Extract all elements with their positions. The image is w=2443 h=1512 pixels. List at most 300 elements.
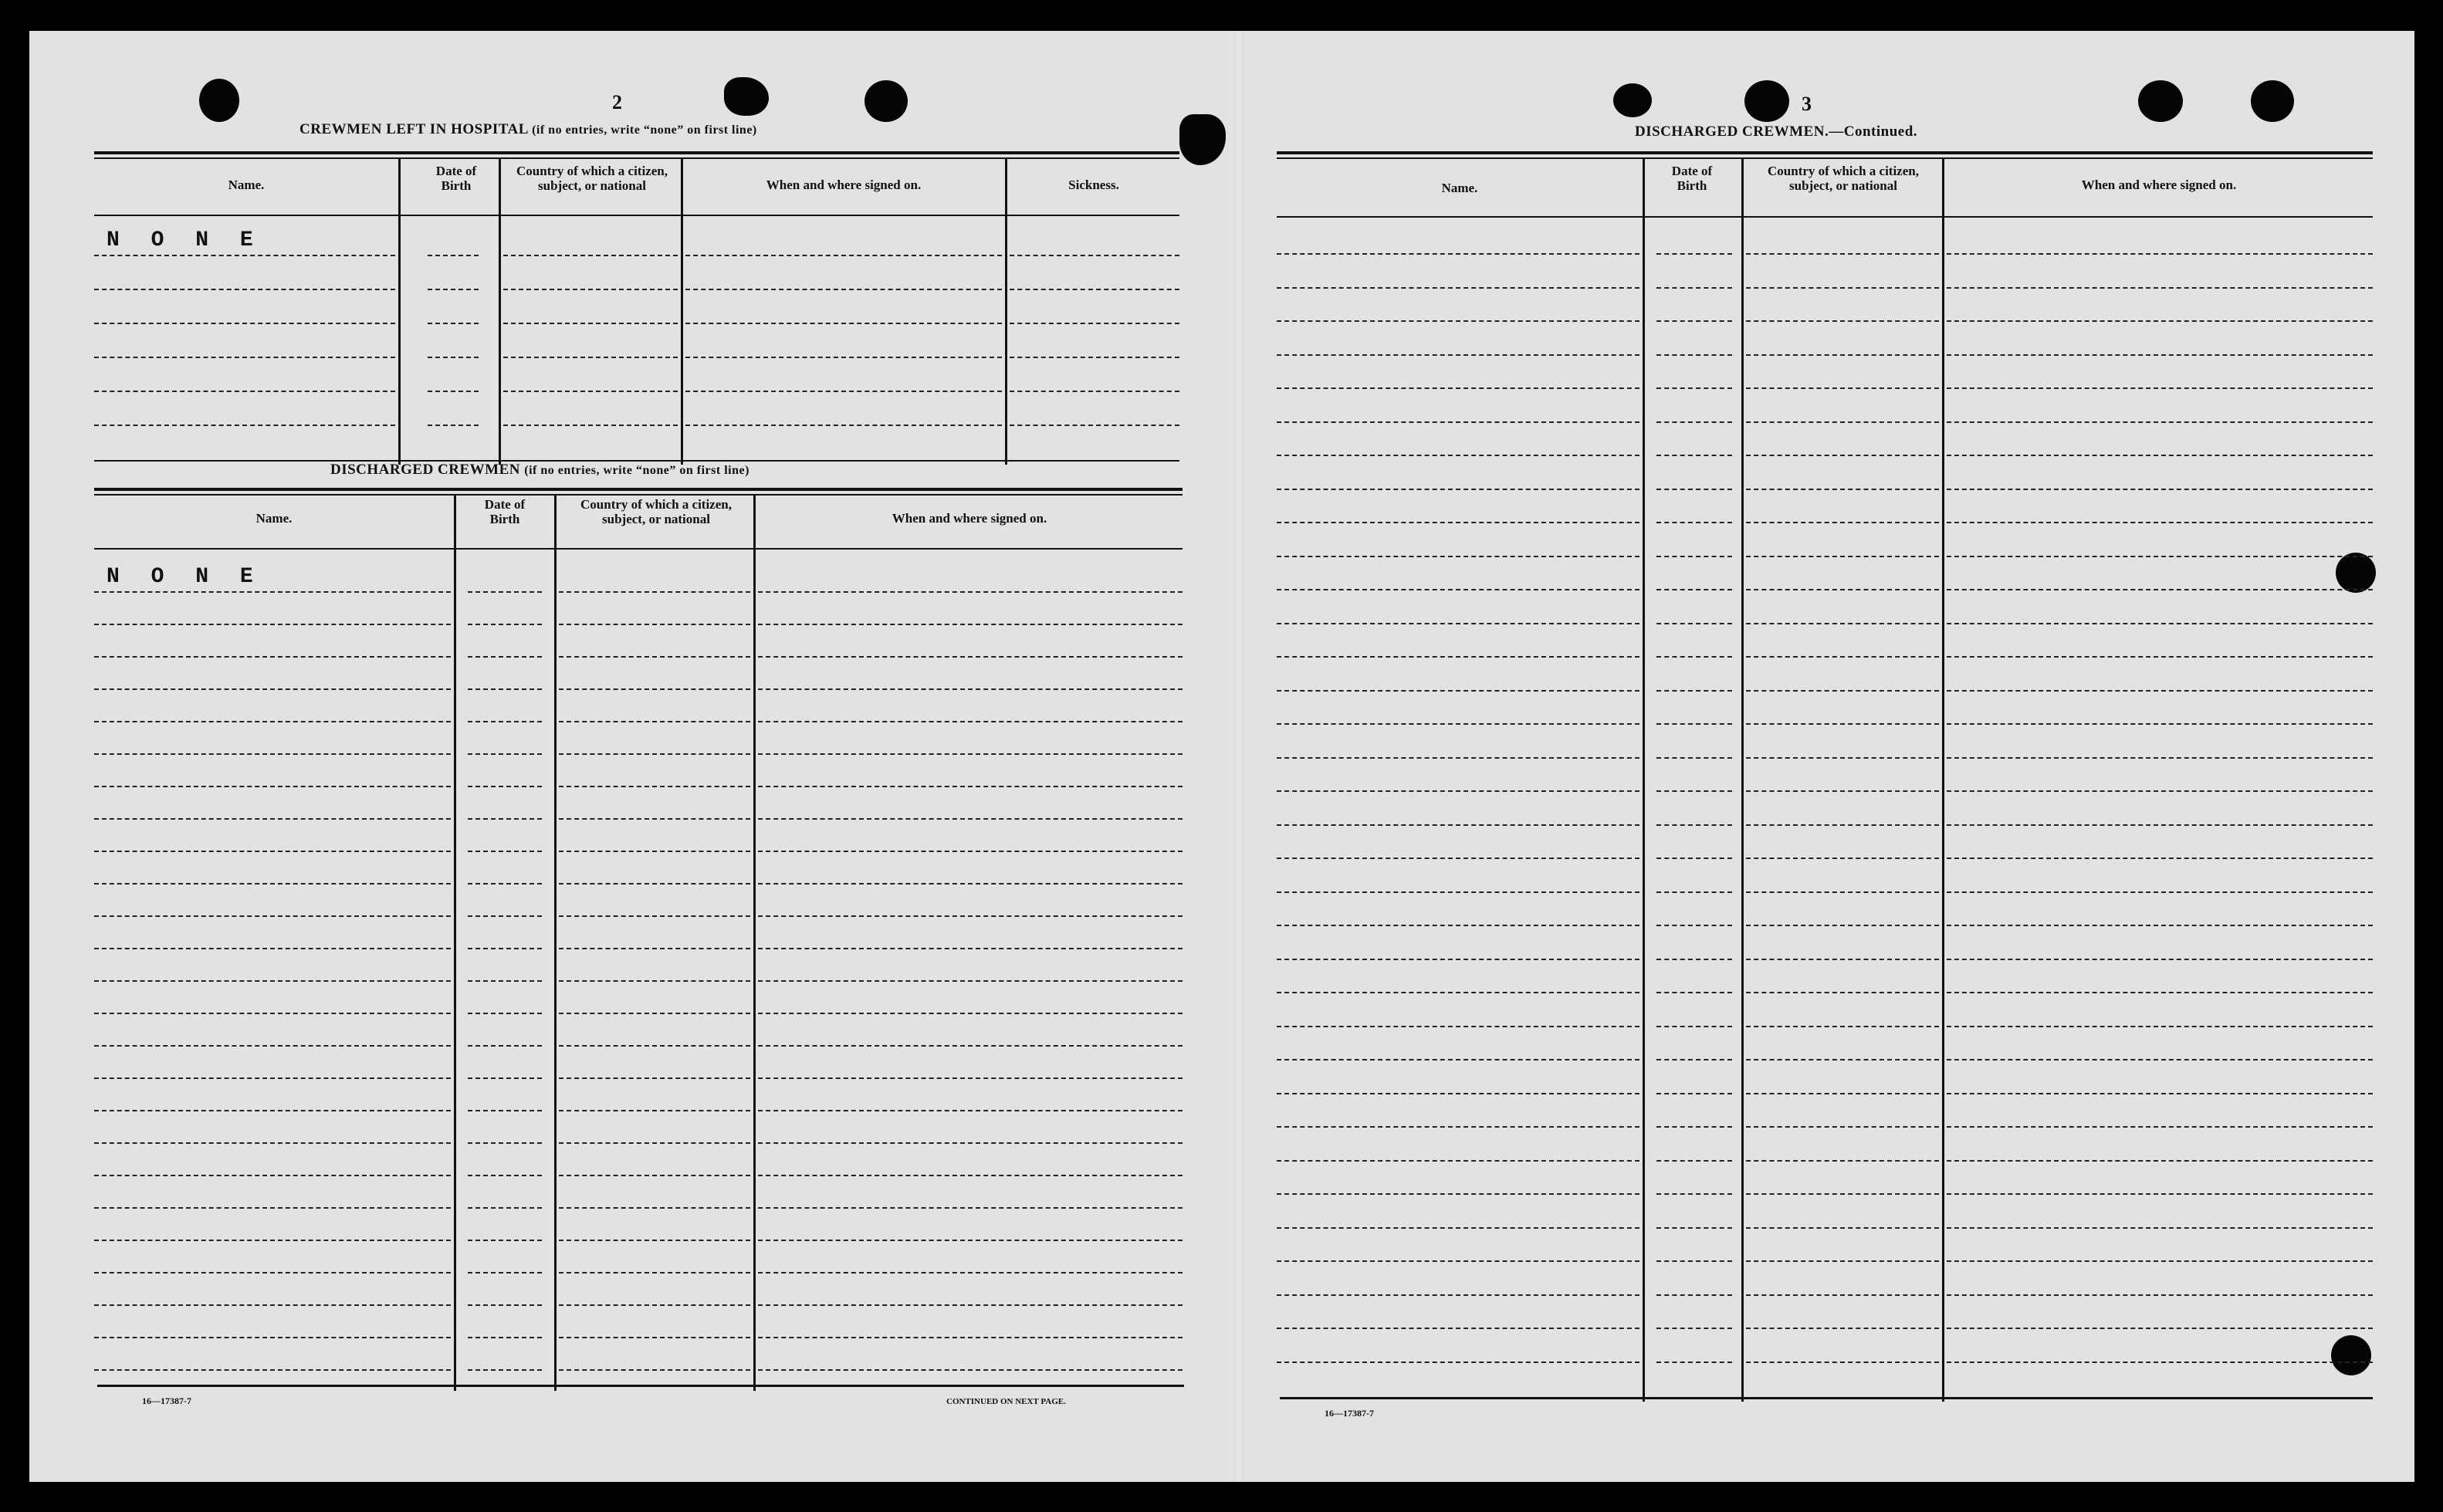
- ruled-line: [1656, 959, 1732, 960]
- ruled-line: [94, 391, 395, 392]
- punch-hole: [2336, 553, 2376, 593]
- ruled-line: [1277, 959, 1639, 960]
- ruled-line: [1947, 1260, 2373, 1262]
- ruled-line: [1277, 556, 1639, 557]
- ruled-line: [428, 255, 479, 256]
- ruled-line: [1947, 1294, 2373, 1296]
- ruled-line: [1947, 959, 2373, 960]
- ruled-line: [559, 1175, 750, 1176]
- ruled-line: [1277, 489, 1639, 490]
- ruled-line: [1010, 289, 1179, 290]
- ruled-line: [1277, 1059, 1639, 1060]
- ruled-line: [758, 1013, 1183, 1014]
- ruled-line: [559, 721, 750, 722]
- ruled-line: [1656, 455, 1732, 456]
- ruled-line: [559, 1207, 750, 1209]
- ruled-line: [503, 357, 678, 358]
- ruled-line: [94, 289, 395, 290]
- ruled-line: [1656, 387, 1732, 389]
- ruled-line: [1656, 656, 1732, 658]
- ruled-line: [1656, 1093, 1732, 1094]
- ruled-line: [1277, 354, 1639, 356]
- ruled-line: [503, 289, 678, 290]
- ruled-line: [1277, 253, 1639, 255]
- hospital-header-country: Country of which a citizen, subject, or national: [516, 164, 668, 193]
- ruled-line: [758, 1272, 1183, 1274]
- ruled-line: [1656, 287, 1732, 289]
- ruled-line: [428, 391, 479, 392]
- ruled-line: [1277, 455, 1639, 456]
- ruled-line: [94, 1337, 451, 1338]
- ruled-line: [1947, 287, 2373, 289]
- ruled-line: [758, 818, 1183, 820]
- ruled-line: [94, 1272, 451, 1274]
- ruled-line: [468, 948, 542, 949]
- ruled-line: [428, 425, 479, 426]
- punch-hole: [2251, 80, 2294, 122]
- ruled-line: [94, 786, 451, 787]
- punch-hole: [1744, 80, 1789, 122]
- ruled-line: [1010, 255, 1179, 256]
- ruled-line: [468, 1240, 542, 1241]
- right-top-rule-thin: [1277, 157, 2373, 159]
- ruled-line: [1277, 287, 1639, 289]
- ruled-line: [758, 915, 1183, 917]
- ruled-line: [1277, 925, 1639, 926]
- ruled-line: [1746, 1026, 1939, 1027]
- punch-hole: [1613, 83, 1652, 117]
- ruled-line: [1656, 1026, 1732, 1027]
- ruled-line: [1947, 354, 2373, 356]
- ruled-line: [1947, 824, 2373, 826]
- ruled-line: [559, 1142, 750, 1144]
- ruled-line: [94, 753, 451, 755]
- ruled-line: [1746, 522, 1939, 523]
- ruled-line: [1947, 656, 2373, 658]
- ruled-line: [468, 1142, 542, 1144]
- ruled-line: [1656, 1059, 1732, 1060]
- ruled-line: [94, 425, 395, 426]
- punch-hole: [2331, 1335, 2371, 1375]
- ruled-line: [94, 1045, 451, 1047]
- ruled-line: [1277, 690, 1639, 692]
- ruled-line: [1947, 925, 2373, 926]
- ruled-line: [1277, 790, 1639, 792]
- ruled-line: [559, 624, 750, 625]
- ruled-line: [468, 818, 542, 820]
- ruled-line: [1746, 690, 1939, 692]
- ruled-line: [1656, 1126, 1732, 1128]
- ruled-line: [1947, 522, 2373, 523]
- ruled-line: [94, 591, 451, 593]
- ruled-line: [1947, 1059, 2373, 1060]
- ruled-line: [428, 289, 479, 290]
- discharged-col-divider: [554, 496, 557, 1391]
- ruled-line: [1010, 425, 1179, 426]
- hospital-top-rule-thin: [94, 157, 1179, 159]
- ruled-line: [1746, 757, 1939, 759]
- ruled-line: [1656, 690, 1732, 692]
- ruled-line: [1947, 1026, 2373, 1027]
- ruled-line: [468, 1175, 542, 1176]
- ruled-line: [559, 1013, 750, 1014]
- ruled-line: [758, 1077, 1183, 1079]
- ruled-line: [758, 851, 1183, 852]
- punch-hole: [199, 79, 239, 122]
- ruled-line: [94, 721, 451, 722]
- ruled-line: [1277, 387, 1639, 389]
- ruled-line: [468, 1207, 542, 1209]
- ruled-line: [1277, 891, 1639, 893]
- document-sheet: [29, 31, 2414, 1482]
- ruled-line: [94, 1142, 451, 1144]
- ruled-line: [1746, 253, 1939, 255]
- ruled-line: [758, 753, 1183, 755]
- ruled-line: [1656, 891, 1732, 893]
- ruled-line: [758, 1337, 1183, 1338]
- ruled-line: [758, 883, 1183, 885]
- ruled-line: [468, 1337, 542, 1338]
- ruled-line: [559, 688, 750, 690]
- hospital-col-divider: [398, 159, 401, 465]
- ruled-line: [758, 1369, 1183, 1371]
- discharged-header-signed-on: When and where signed on.: [892, 511, 1047, 526]
- hospital-header-signed-on: When and where signed on.: [766, 178, 922, 192]
- ruled-line: [94, 1013, 451, 1014]
- ruled-line: [1746, 1093, 1939, 1094]
- ruled-line: [1947, 623, 2373, 624]
- ruled-line: [1656, 757, 1732, 759]
- ruled-line: [758, 1045, 1183, 1047]
- ruled-line: [1277, 857, 1639, 859]
- ruled-line: [503, 425, 678, 426]
- ruled-line: [468, 1272, 542, 1274]
- hospital-col-divider: [681, 159, 683, 465]
- ruled-line: [1746, 455, 1939, 456]
- ruled-line: [1656, 824, 1732, 826]
- ruled-line: [685, 425, 1002, 426]
- ruled-line: [559, 656, 750, 658]
- hospital-header-dob: Date of Birth: [435, 164, 477, 193]
- punch-hole: [865, 80, 908, 122]
- page-number: 2: [612, 91, 622, 113]
- ruled-line: [468, 915, 542, 917]
- ruled-line: [685, 255, 1002, 256]
- ruled-line: [559, 753, 750, 755]
- ruled-line: [559, 883, 750, 885]
- ruled-line: [758, 1110, 1183, 1111]
- right-header-country: Country of which a citizen, subject, or national: [1768, 164, 1919, 193]
- ruled-line: [1277, 320, 1639, 322]
- discharged-top-rule: [94, 488, 1183, 491]
- ruled-line: [1277, 723, 1639, 725]
- ruled-line: [1277, 1093, 1639, 1094]
- ruled-line: [1656, 253, 1732, 255]
- right-header-signed-on: When and where signed on.: [2081, 178, 2237, 192]
- ruled-line: [758, 1142, 1183, 1144]
- ruled-line: [1947, 489, 2373, 490]
- page-number: 3: [1802, 93, 1812, 115]
- ruled-line: [1947, 589, 2373, 590]
- ruled-line: [1746, 387, 1939, 389]
- ruled-line: [1277, 589, 1639, 590]
- ruled-line: [1656, 1328, 1732, 1329]
- page-fold: [1233, 31, 1244, 1482]
- ruled-line: [1656, 556, 1732, 557]
- discharged-section-title: DISCHARGED CREWMEN (if no entries, write “none” on first line): [330, 462, 749, 478]
- ruled-line: [559, 591, 750, 593]
- ruled-line: [94, 948, 451, 949]
- ruled-line: [1746, 925, 1939, 926]
- ruled-line: [94, 1369, 451, 1371]
- ruled-line: [1947, 253, 2373, 255]
- ruled-line: [94, 688, 451, 690]
- ruled-line: [1947, 1093, 2373, 1094]
- ruled-line: [1656, 320, 1732, 322]
- ruled-line: [1277, 522, 1639, 523]
- discharged-col-divider: [454, 496, 456, 1391]
- ruled-line: [1656, 723, 1732, 725]
- ruled-line: [559, 786, 750, 787]
- ruled-line: [758, 656, 1183, 658]
- discharged-continued-title: DISCHARGED CREWMEN.—Continued.: [1635, 123, 1918, 140]
- ruled-line: [758, 786, 1183, 787]
- ruled-line: [1656, 522, 1732, 523]
- ruled-line: [94, 1175, 451, 1176]
- ruled-line: [1277, 656, 1639, 658]
- ruled-line: [94, 980, 451, 982]
- ruled-line: [559, 1304, 750, 1306]
- ruled-line: [1746, 421, 1939, 423]
- ruled-line: [1746, 1294, 1939, 1296]
- ruled-line: [1010, 323, 1179, 324]
- ruled-line: [1746, 320, 1939, 322]
- ruled-line: [1746, 1160, 1939, 1162]
- ruled-line: [685, 289, 1002, 290]
- right-header-dob: Date of Birth: [1671, 164, 1713, 193]
- ruled-line: [1947, 455, 2373, 456]
- right-header-name: Name.: [1441, 181, 1478, 195]
- ruled-line: [1746, 824, 1939, 826]
- ruled-line: [559, 948, 750, 949]
- ruled-line: [758, 980, 1183, 982]
- ruled-line: [1947, 387, 2373, 389]
- ruled-line: [1746, 1328, 1939, 1329]
- ruled-line: [468, 721, 542, 722]
- ruled-line: [1746, 1227, 1939, 1229]
- ruled-line: [468, 591, 542, 593]
- ruled-line: [1656, 354, 1732, 356]
- ruled-line: [468, 851, 542, 852]
- ruled-line: [468, 624, 542, 625]
- ruled-line: [1277, 1026, 1639, 1027]
- ruled-line: [468, 1045, 542, 1047]
- ruled-line: [1746, 589, 1939, 590]
- hospital-header-rule: [94, 215, 1179, 216]
- ruled-line: [559, 1337, 750, 1338]
- ruled-line: [559, 915, 750, 917]
- ruled-line: [468, 656, 542, 658]
- ruled-line: [1277, 1126, 1639, 1128]
- ruled-line: [94, 1077, 451, 1079]
- ruled-line: [758, 1304, 1183, 1306]
- ruled-line: [1277, 623, 1639, 624]
- right-col-divider: [1643, 159, 1645, 1402]
- ruled-line: [1947, 320, 2373, 322]
- ruled-line: [685, 391, 1002, 392]
- ruled-line: [1277, 1193, 1639, 1195]
- ruled-line: [468, 980, 542, 982]
- form-number: 16—17387-7: [1325, 1408, 1374, 1419]
- ruled-line: [94, 255, 395, 256]
- ruled-line: [1947, 421, 2373, 423]
- ruled-line: [1746, 1361, 1939, 1363]
- ruled-line: [468, 753, 542, 755]
- punch-hole: [724, 77, 769, 116]
- ruled-line: [758, 948, 1183, 949]
- ruled-line: [468, 1369, 542, 1371]
- discharged-none-entry: N O N E: [107, 565, 262, 589]
- ruled-line: [94, 1304, 451, 1306]
- ruled-line: [1947, 1126, 2373, 1128]
- right-bottom-rule: [1280, 1397, 2373, 1399]
- ruled-line: [94, 323, 395, 324]
- ruled-line: [1277, 757, 1639, 759]
- ruled-line: [1656, 992, 1732, 993]
- ruled-line: [559, 818, 750, 820]
- discharged-header-country: Country of which a citizen, subject, or national: [580, 497, 732, 526]
- ruled-line: [94, 357, 395, 358]
- ruled-line: [1656, 1260, 1732, 1262]
- ruled-line: [758, 1175, 1183, 1176]
- ruled-line: [1277, 992, 1639, 993]
- ruled-line: [758, 591, 1183, 593]
- discharged-header-rule: [94, 548, 1183, 550]
- right-top-rule: [1277, 151, 2373, 154]
- ruled-line: [758, 1240, 1183, 1241]
- ruled-line: [503, 391, 678, 392]
- ruled-line: [1947, 757, 2373, 759]
- ruled-line: [1746, 287, 1939, 289]
- ruled-line: [1746, 790, 1939, 792]
- ruled-line: [1656, 925, 1732, 926]
- right-col-divider: [1741, 159, 1744, 1402]
- ruled-line: [1656, 589, 1732, 590]
- ruled-line: [1947, 1193, 2373, 1195]
- ruled-line: [428, 323, 479, 324]
- continued-note: CONTINUED ON NEXT PAGE.: [946, 1397, 1066, 1406]
- ruled-line: [758, 1207, 1183, 1209]
- ruled-line: [1746, 1126, 1939, 1128]
- ruled-line: [468, 786, 542, 787]
- ruled-line: [428, 357, 479, 358]
- ruled-line: [94, 656, 451, 658]
- ruled-line: [559, 1240, 750, 1241]
- ruled-line: [1277, 1260, 1639, 1262]
- form-number: 16—17387-7: [142, 1395, 191, 1406]
- ruled-line: [1746, 891, 1939, 893]
- ruled-line: [559, 980, 750, 982]
- ruled-line: [94, 883, 451, 885]
- ruled-line: [1947, 556, 2373, 557]
- ruled-line: [94, 1240, 451, 1241]
- ruled-line: [559, 1110, 750, 1111]
- punch-hole: [1179, 114, 1226, 165]
- ruled-line: [94, 1207, 451, 1209]
- ruled-line: [559, 1045, 750, 1047]
- ruled-line: [1947, 1361, 2373, 1363]
- ruled-line: [94, 818, 451, 820]
- ruled-line: [1656, 421, 1732, 423]
- ruled-line: [1746, 1193, 1939, 1195]
- right-col-divider: [1942, 159, 1944, 1402]
- ruled-line: [468, 688, 542, 690]
- ruled-line: [1947, 891, 2373, 893]
- ruled-line: [559, 851, 750, 852]
- ruled-line: [1746, 1059, 1939, 1060]
- ruled-line: [1947, 690, 2373, 692]
- ruled-line: [1277, 1160, 1639, 1162]
- ruled-line: [503, 255, 678, 256]
- punch-hole: [2138, 80, 2183, 122]
- ruled-line: [1277, 1227, 1639, 1229]
- ruled-line: [1947, 857, 2373, 859]
- hospital-top-rule: [94, 151, 1179, 154]
- ruled-line: [468, 1013, 542, 1014]
- ruled-line: [685, 357, 1002, 358]
- hospital-col-divider: [499, 159, 501, 465]
- ruled-line: [1947, 1160, 2373, 1162]
- ruled-line: [468, 1077, 542, 1079]
- ruled-line: [559, 1369, 750, 1371]
- ruled-line: [1010, 357, 1179, 358]
- ruled-line: [559, 1272, 750, 1274]
- hospital-none-entry: N O N E: [107, 228, 262, 252]
- ruled-line: [1656, 1193, 1732, 1195]
- hospital-col-divider: [1005, 159, 1007, 465]
- ruled-line: [468, 1304, 542, 1306]
- ruled-line: [1277, 421, 1639, 423]
- ruled-line: [94, 1110, 451, 1111]
- ruled-line: [1277, 1294, 1639, 1296]
- ruled-line: [559, 1077, 750, 1079]
- ruled-line: [94, 851, 451, 852]
- ruled-line: [503, 323, 678, 324]
- ruled-line: [685, 323, 1002, 324]
- ruled-line: [1746, 959, 1939, 960]
- ruled-line: [1947, 723, 2373, 725]
- ruled-line: [1656, 623, 1732, 624]
- ruled-line: [1746, 656, 1939, 658]
- ruled-line: [758, 688, 1183, 690]
- ruled-line: [468, 883, 542, 885]
- ruled-line: [1656, 1294, 1732, 1296]
- ruled-line: [1656, 1361, 1732, 1363]
- hospital-section-title: CREWMEN LEFT IN HOSPITAL (if no entries, write “none” on first line): [299, 121, 757, 137]
- ruled-line: [1656, 857, 1732, 859]
- ruled-line: [1947, 790, 2373, 792]
- ruled-line: [1656, 790, 1732, 792]
- hospital-header-name: Name.: [228, 178, 265, 192]
- right-header-rule: [1277, 216, 2373, 218]
- discharged-header-name: Name.: [255, 511, 293, 526]
- discharged-top-rule-thin: [94, 494, 1183, 496]
- left-bottom-rule: [97, 1385, 1184, 1387]
- ruled-line: [94, 915, 451, 917]
- hospital-header-sickness: Sickness.: [1068, 178, 1119, 192]
- ruled-line: [1010, 391, 1179, 392]
- ruled-line: [94, 624, 451, 625]
